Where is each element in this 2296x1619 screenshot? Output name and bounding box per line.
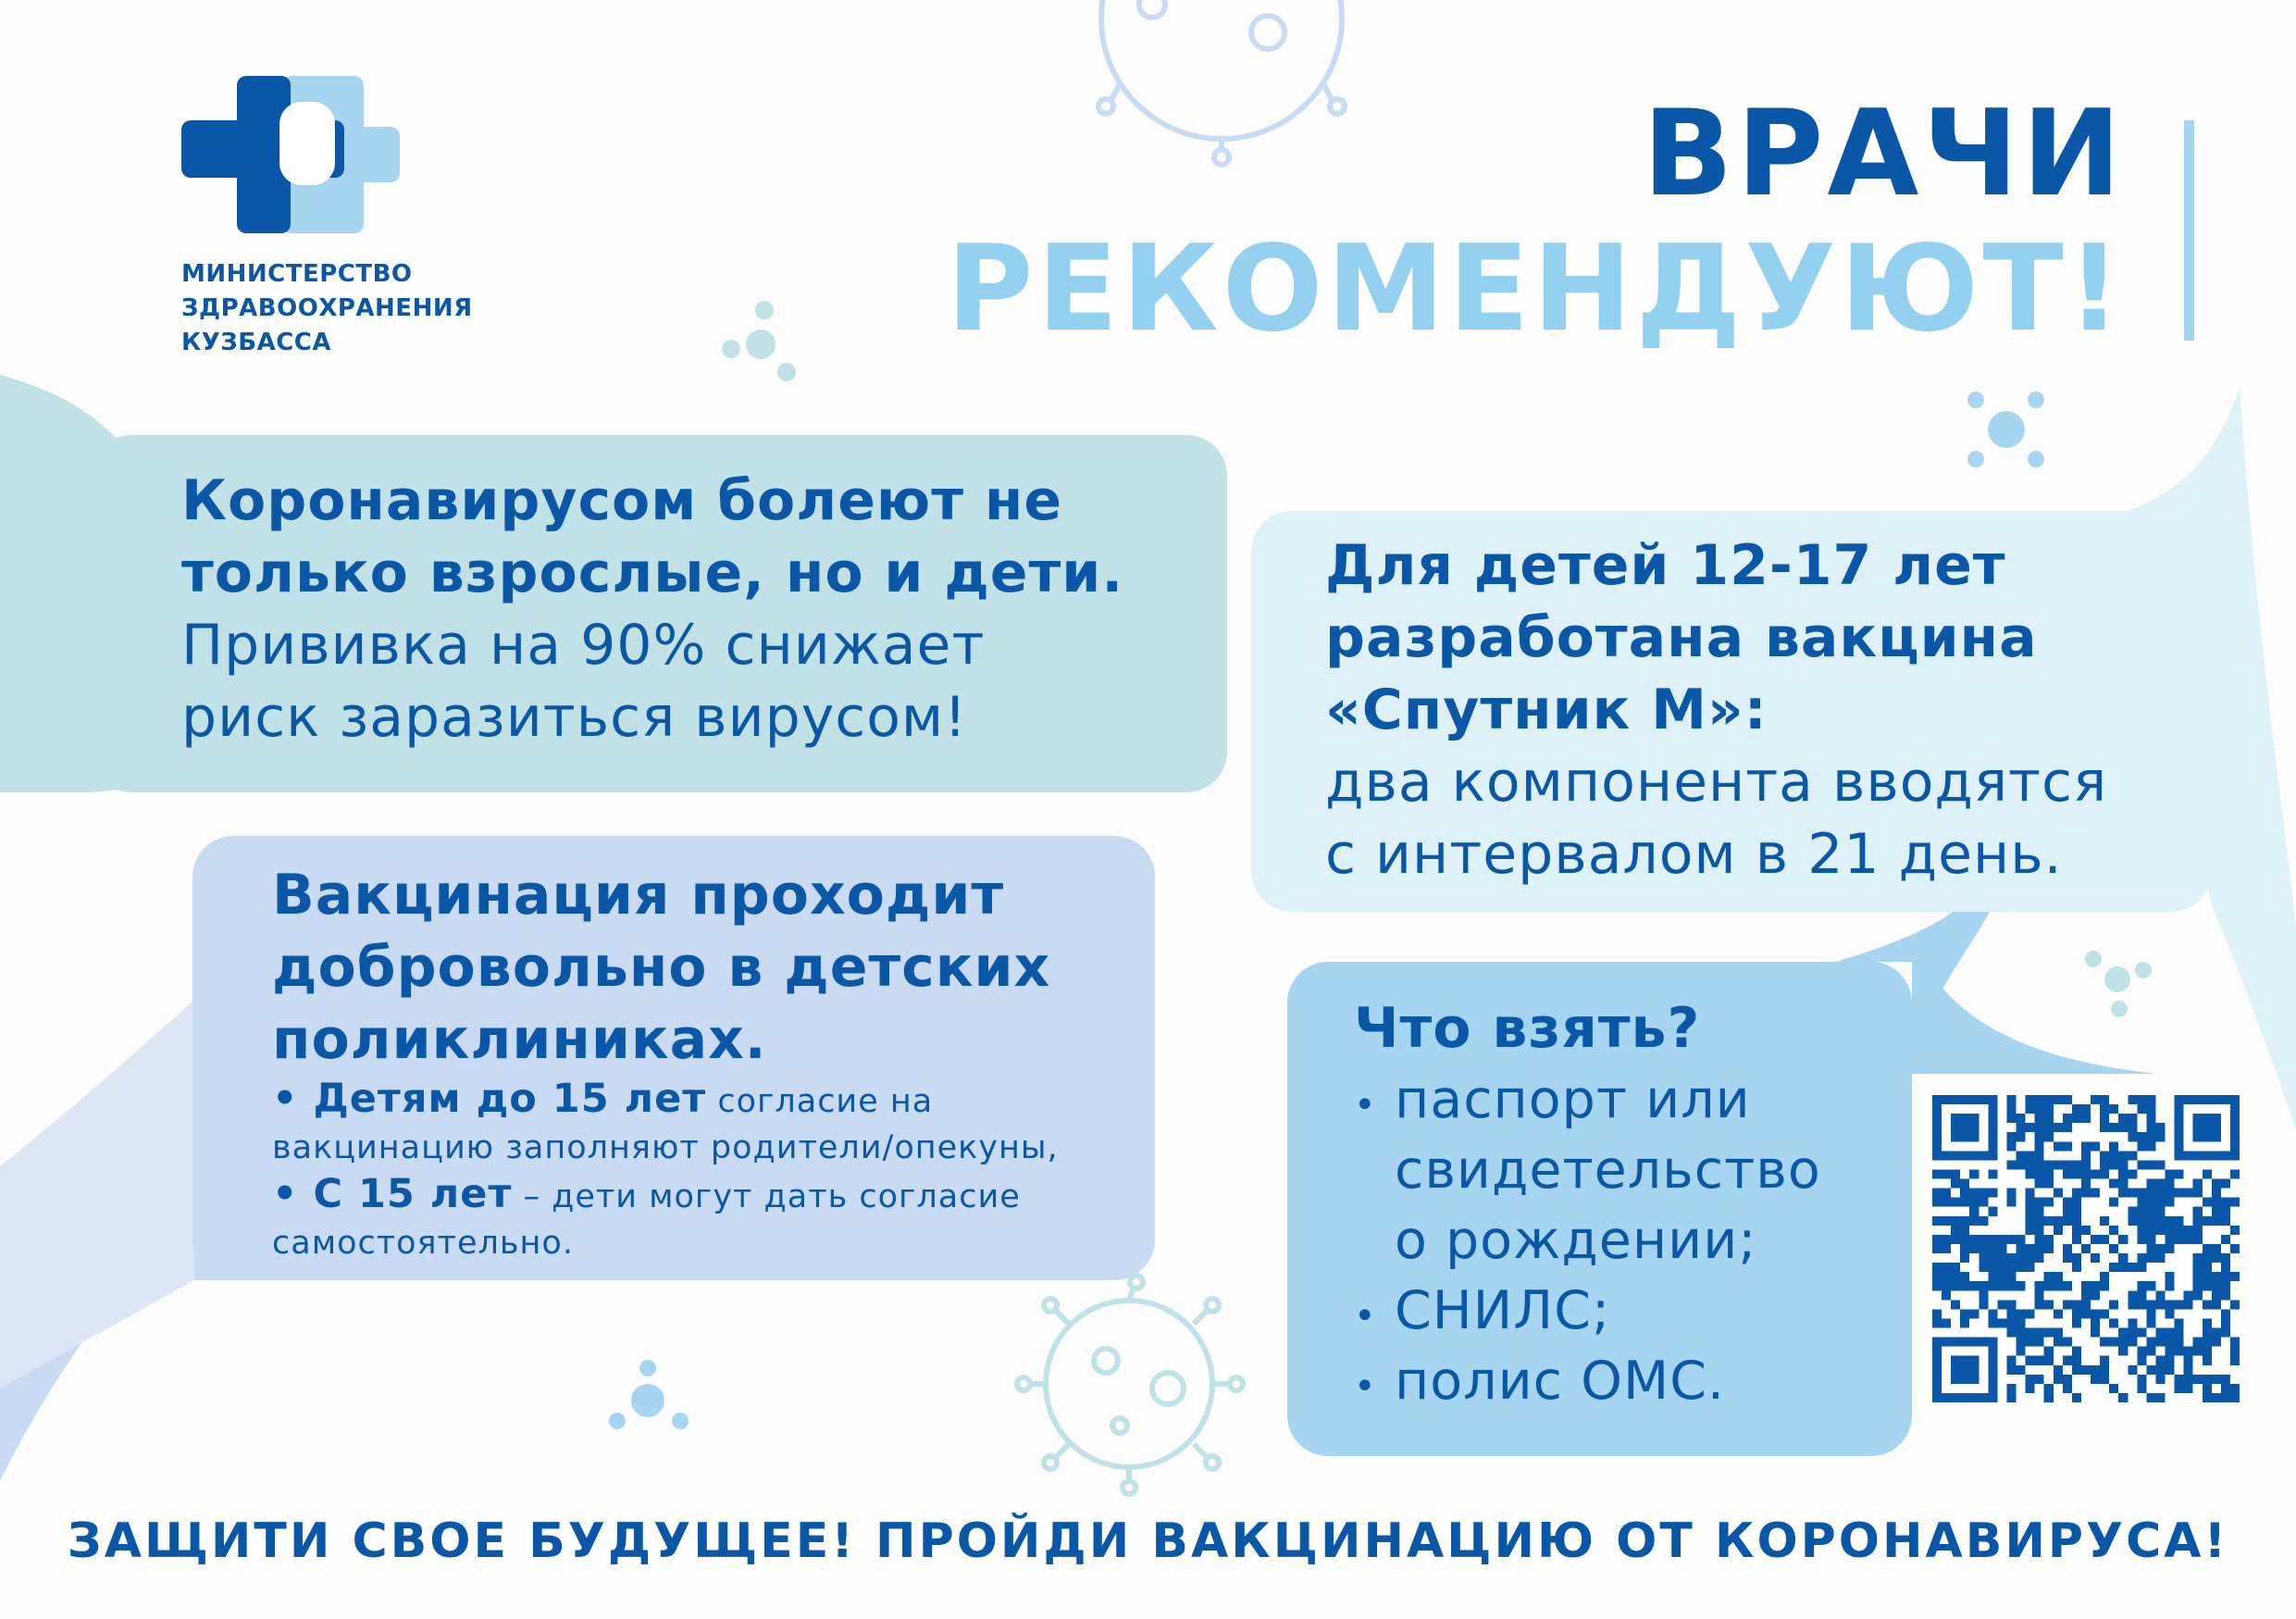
box3-bold-line: добровольно в детских — [272, 935, 1051, 1000]
consent-item-bold: • С 15 лет — [272, 1171, 513, 1217]
box1-text — [181, 465, 1123, 753]
ministry-name — [181, 257, 473, 360]
list-item — [1354, 1276, 1821, 1346]
list-item — [1354, 1346, 1821, 1416]
box1-regular-line: Прививка на 90% снижает — [181, 613, 986, 678]
bullet-icon: • — [1354, 1365, 1377, 1408]
headline-doctors: ВРАЧИ — [1643, 85, 2125, 223]
ministry-name-line: МИНИСТЕРСТВО — [181, 260, 413, 288]
consent-item-continuation: самостоятельно. — [272, 1225, 574, 1262]
bullet-icon: • — [1354, 1295, 1377, 1338]
bullet-icon: • — [1354, 1084, 1377, 1127]
molecule-icon — [609, 1360, 689, 1429]
qr-code[interactable] — [1932, 1095, 2240, 1402]
virus-icon — [1017, 1276, 1243, 1494]
box3-bold-line: поликлиниках. — [272, 1007, 767, 1072]
consent-item-text: – дети могут дать согласие — [512, 1178, 1021, 1215]
list-item-text: полис ОМС. — [1395, 1351, 1726, 1412]
consent-item-from-15 — [272, 1171, 1059, 1220]
list-item-text: о рождении; — [1395, 1210, 1757, 1271]
footer-slogan: ЗАЩИТИ СВОЕ БУДУЩЕЕ! ПРОЙДИ ВАКЦИНАЦИЮ ОТ КОРОНАВИРУСА! — [67, 1513, 2229, 1569]
consent-item-text: согласие на — [706, 1083, 934, 1120]
headline-divider — [2184, 120, 2194, 341]
box3-bold-line: Вакцинация проходит — [272, 863, 1005, 928]
list-item-continuation — [1354, 1135, 1821, 1205]
ministry-name-line: КУЗБАССА — [181, 329, 331, 356]
lavender-bottom-left — [0, 1000, 194, 1389]
list-item-text: СНИЛС; — [1395, 1280, 1611, 1341]
box2-bold-line: «Спутник М»: — [1325, 678, 1768, 742]
consent-item-under-15 — [272, 1076, 1059, 1125]
list-item-continuation — [1354, 1205, 1821, 1276]
ministry-name-line: ЗДРАВООХРАНЕНИЯ — [181, 294, 473, 322]
consent-item-continuation: вакцинацию заполняют родители/опекуны, — [272, 1129, 1059, 1166]
consent-item-bold: • Детям до 15 лет — [272, 1076, 707, 1122]
list-item — [1354, 1065, 1821, 1135]
what-to-bring-heading: Что взять? — [1354, 996, 1701, 1061]
list-item-text: свидетельство — [1395, 1140, 1821, 1201]
box1-bold-line: Коронавирусом болеют не — [181, 468, 1063, 533]
molecule-icon — [722, 301, 796, 381]
molecule-icon — [1967, 392, 2044, 467]
box2-bold-line: Для детей 12-17 лет — [1325, 533, 2006, 598]
box1-bold-line: только взрослые, но и дети. — [181, 541, 1124, 605]
box4-text — [1354, 992, 1821, 1416]
box2-bold-line: разработана вакцина — [1325, 605, 2038, 670]
list-item-text: паспорт или — [1395, 1069, 1751, 1130]
box2-text — [1325, 529, 2107, 890]
box2-regular-line: с интервалом в 21 день. — [1325, 822, 2063, 887]
molecule-icon — [2085, 951, 2152, 1017]
virus-icon — [1098, 0, 1345, 165]
ministry-logo-icon — [181, 76, 400, 233]
headline-recommend: РЕКОМЕНДУЮТ! — [946, 220, 2125, 358]
box3-text — [272, 859, 1059, 1266]
box1-regular-line: риск заразиться вирусом! — [181, 685, 968, 750]
box2-regular-line: два компонента вводятся — [1325, 750, 2108, 815]
